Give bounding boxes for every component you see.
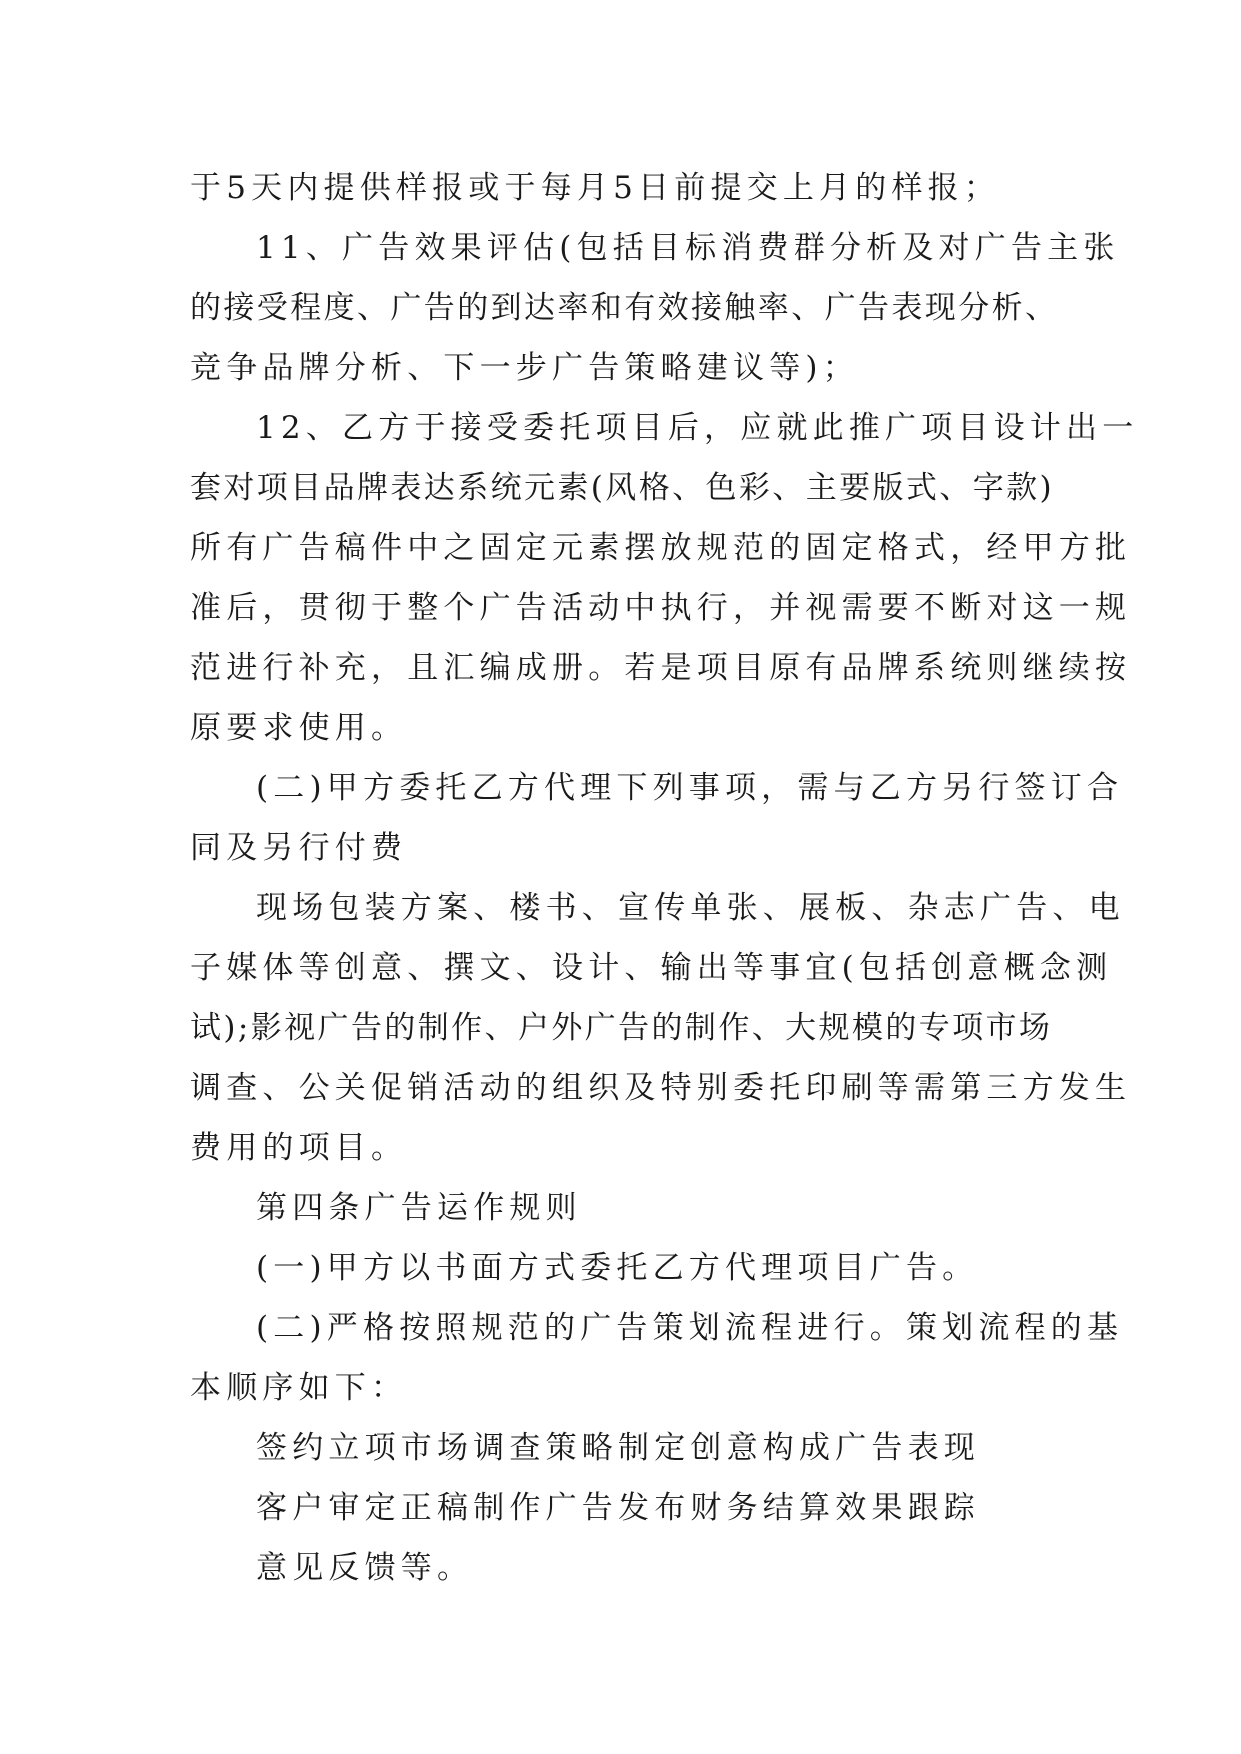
text-line: 试);影视广告的制作、户外广告的制作、大规模的专项市场 <box>190 1010 1053 1046</box>
text-line: 11、广告效果评估(包括目标消费群分析及对广告主张 <box>256 230 1120 266</box>
text-line: 费用的项目。 <box>190 1130 408 1166</box>
text-line: 同及另行付费 <box>190 830 408 866</box>
text-line: (二)严格按照规范的广告策划流程进行。策划流程的基 <box>256 1310 1124 1346</box>
text-line: 所有广告稿件中之固定元素摆放规范的固定格式，经甲方批 <box>190 530 1132 566</box>
text-line: 范进行补充，且汇编成册。若是项目原有品牌系统则继续按 <box>190 650 1132 686</box>
text-line: 准后，贯彻于整个广告活动中执行，并视需要不断对这一规 <box>190 590 1132 626</box>
text-line: 12、乙方于接受委托项目后，应就此推广项目设计出一 <box>256 410 1139 446</box>
text-line: 调查、公关促销活动的组织及特别委托印刷等需第三方发生 <box>190 1070 1132 1106</box>
text-line: 本顺序如下： <box>190 1370 408 1406</box>
text-line: (二)甲方委托乙方代理下列事项，需与乙方另行签订合 <box>256 770 1124 806</box>
text-line: 原要求使用。 <box>190 710 408 746</box>
text-line: 子媒体等创意、撰文、设计、输出等事宜(包括创意概念测 <box>190 950 1113 986</box>
text-line: 意见反馈等。 <box>256 1550 474 1586</box>
text-line: 套对项目品牌表达系统元素(风格、色彩、主要版式、字款) <box>190 470 1054 506</box>
section-heading: 第四条广告运作规则 <box>256 1190 582 1226</box>
text-line: 客户审定正稿制作广告发布财务结算效果跟踪 <box>256 1490 980 1526</box>
text-line: 签约立项市场调查策略制定创意构成广告表现 <box>256 1430 980 1466</box>
text-line: 现场包装方案、楼书、宣传单张、展板、杂志广告、电 <box>256 890 1125 926</box>
text-line: (一)甲方以书面方式委托乙方代理项目广告。 <box>256 1250 979 1286</box>
text-line: 于5天内提供样报或于每月5日前提交上月的样报； <box>190 170 1001 206</box>
text-line: 的接受程度、广告的到达率和有效接触率、广告表现分析、 <box>190 290 1059 326</box>
text-line: 竞争品牌分析、下一步广告策略建议等)； <box>190 350 859 386</box>
document-body <box>190 158 1139 1598</box>
